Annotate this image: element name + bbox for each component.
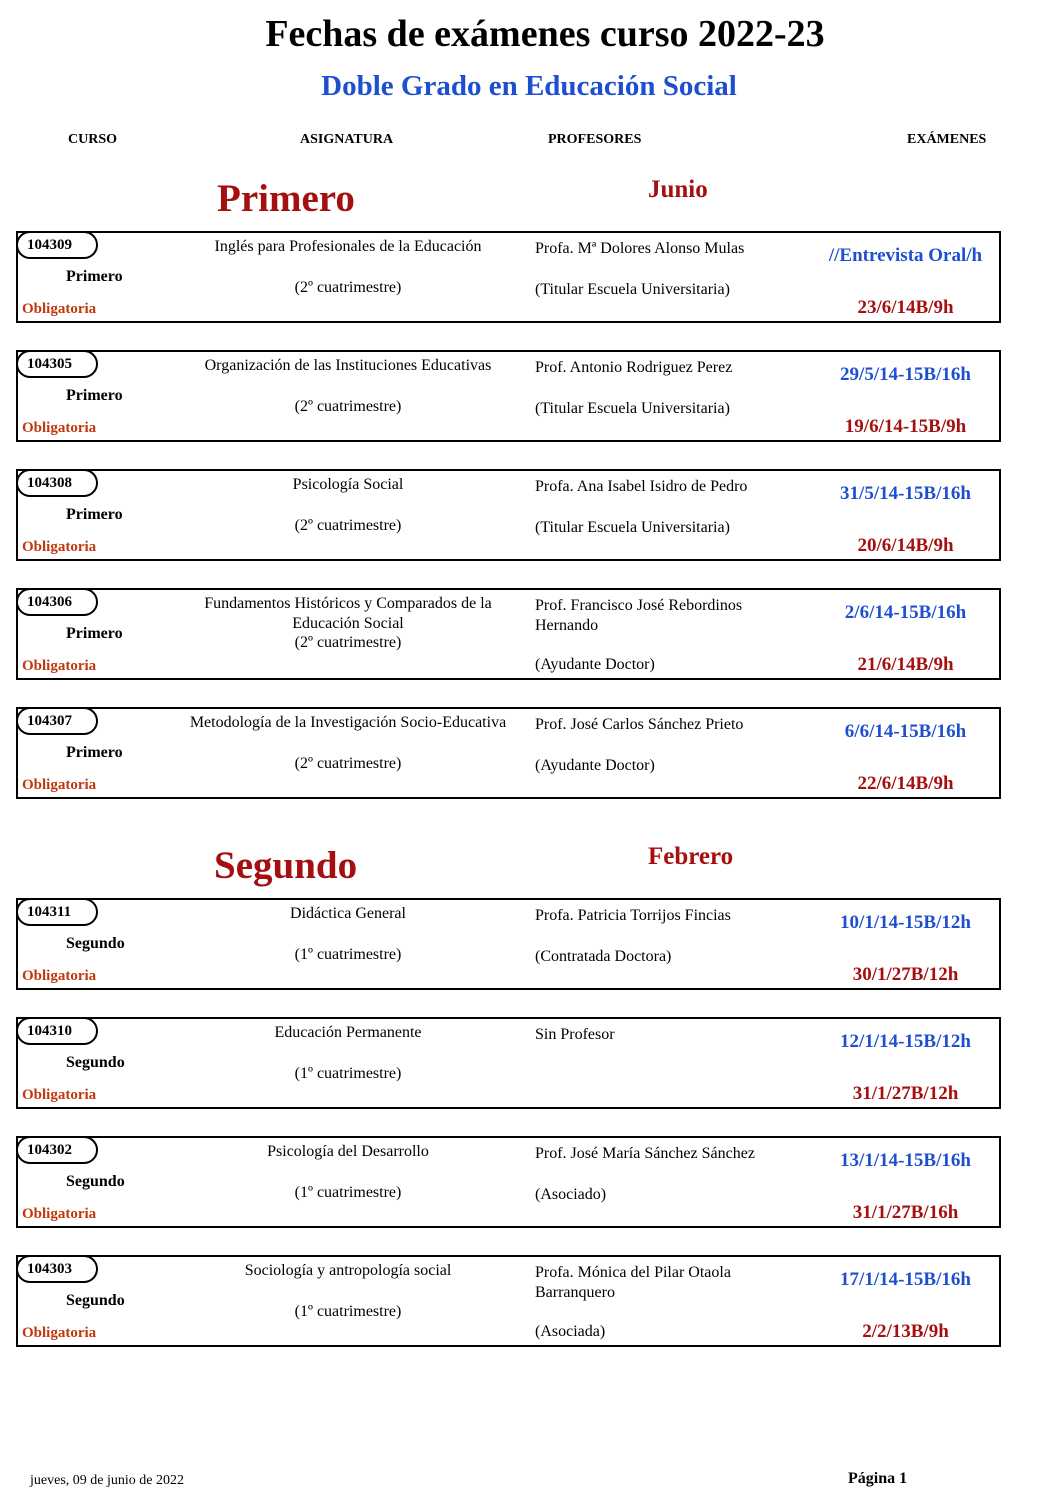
exam-second: 20/6/14B/9h <box>857 535 954 556</box>
exam-second: 30/1/27B/12h <box>852 964 959 985</box>
subject-term: (1º cuatrimestre) <box>294 1303 402 1320</box>
subject-professor: Sin Profesor <box>535 1026 615 1043</box>
subject-code: 104307 <box>16 707 98 735</box>
subject-name: Organización de las Instituciones Educativas <box>204 357 492 374</box>
subject-term: (2º cuatrimestre) <box>294 517 402 534</box>
exam-first: 13/1/14-15B/16h <box>840 1150 971 1171</box>
subject-card <box>16 469 1001 561</box>
exam-first: 17/1/14-15B/16h <box>840 1269 971 1290</box>
exam-first: 31/5/14-15B/16h <box>840 483 971 504</box>
column-header-profesores: PROFESORES <box>548 132 642 147</box>
subject-type: Obligatoria <box>22 658 97 674</box>
subject-term: (2º cuatrimestre) <box>294 634 402 651</box>
subject-professor: Prof. José María Sánchez Sánchez <box>535 1145 755 1162</box>
subject-card <box>16 1017 1001 1109</box>
subject-professor: Profa. Patricia Torrijos Fincias <box>535 907 731 924</box>
subject-professor: Profa. Mª Dolores Alonso Mulas <box>535 240 745 257</box>
subject-course: Primero <box>66 268 123 285</box>
subject-professor: Profa. Ana Isabel Isidro de Pedro <box>535 478 748 495</box>
subject-professor: Prof. Antonio Rodriguez Perez <box>535 359 733 376</box>
subject-code: 104311 <box>16 898 98 926</box>
exam-first: 12/1/14-15B/12h <box>840 1031 971 1052</box>
exam-first: 6/6/14-15B/16h <box>844 721 967 742</box>
subject-card <box>16 1255 1001 1347</box>
subject-professor-rank: (Asociado) <box>535 1186 607 1203</box>
subject-course: Segundo <box>66 1173 125 1190</box>
subject-name: Metodología de la Investigación Socio-Educativa <box>189 714 507 731</box>
subject-type: Obligatoria <box>22 1325 97 1341</box>
exam-second: 19/6/14-15B/9h <box>844 416 967 437</box>
exam-second: 2/2/13B/9h <box>862 1321 949 1342</box>
subject-term: (2º cuatrimestre) <box>294 279 402 296</box>
exam-first: 10/1/14-15B/12h <box>840 912 971 933</box>
subject-professor-rank: (Titular Escuela Universitaria) <box>535 281 730 298</box>
subject-card <box>16 898 1001 990</box>
column-header-asignatura: ASIGNATURA <box>300 132 394 147</box>
subject-term: (2º cuatrimestre) <box>294 755 402 772</box>
subject-code: 104306 <box>16 588 98 616</box>
subject-code: 104303 <box>16 1255 98 1283</box>
column-header-curso: CURSO <box>68 132 118 147</box>
page-title: Fechas de exámenes curso 2022-23 <box>265 13 825 55</box>
page-subtitle: Doble Grado en Educación Social <box>321 70 737 102</box>
subject-name: Psicología Social <box>292 476 404 493</box>
subject-course: Primero <box>66 625 123 642</box>
exam-first: 2/6/14-15B/16h <box>844 602 967 623</box>
subject-name: Psicología del Desarrollo <box>267 1143 429 1160</box>
subject-code: 104302 <box>16 1136 98 1164</box>
subject-code: 104308 <box>16 469 98 497</box>
subject-term: (1º cuatrimestre) <box>294 946 402 963</box>
subject-type: Obligatoria <box>22 777 97 793</box>
subject-card <box>16 231 1001 323</box>
subject-professor-rank: (Titular Escuela Universitaria) <box>535 519 730 536</box>
subject-type: Obligatoria <box>22 968 97 984</box>
subject-course: Primero <box>66 506 123 523</box>
footer-page-number: Página 1 <box>848 1470 908 1487</box>
subject-name: Fundamentos Históricos y Comparados de la Educación Social <box>204 595 492 632</box>
subject-name: Educación Permanente <box>274 1024 422 1041</box>
exam-second: 23/6/14B/9h <box>857 297 954 318</box>
section-year-heading: Segundo <box>214 844 358 887</box>
subject-code: 104310 <box>16 1017 98 1045</box>
subject-course: Segundo <box>66 1054 125 1071</box>
subject-term: (1º cuatrimestre) <box>294 1065 402 1082</box>
subject-professor-rank: (Ayudante Doctor) <box>535 656 655 673</box>
exam-second: 21/6/14B/9h <box>857 654 954 675</box>
exam-first: 29/5/14-15B/16h <box>840 364 971 385</box>
subject-card <box>16 1136 1001 1228</box>
subject-name: Inglés para Profesionales de la Educación <box>214 238 482 255</box>
subject-name: Sociología y antropología social <box>244 1262 452 1279</box>
subject-term: (2º cuatrimestre) <box>294 398 402 415</box>
subject-code: 104305 <box>16 350 98 378</box>
subject-course: Segundo <box>66 935 125 952</box>
subject-card <box>16 350 1001 442</box>
subject-code: 104309 <box>16 231 98 259</box>
subject-card <box>16 707 1001 799</box>
subject-type: Obligatoria <box>22 301 97 317</box>
subject-professor-rank: (Contratada Doctora) <box>535 948 672 965</box>
subject-professor-rank: (Ayudante Doctor) <box>535 757 655 774</box>
subject-name: Didáctica General <box>290 905 406 922</box>
subject-course: Primero <box>66 387 123 404</box>
subject-term: (1º cuatrimestre) <box>294 1184 402 1201</box>
subject-type: Obligatoria <box>22 539 97 555</box>
footer-date: jueves, 09 de junio de 2022 <box>30 1473 184 1488</box>
subject-professor: Prof. José Carlos Sánchez Prieto <box>535 716 744 733</box>
subject-type: Obligatoria <box>22 420 97 436</box>
subject-professor: Profa. Mónica del Pilar Otaola Barranquero <box>535 1264 731 1301</box>
subject-professor-rank: (Titular Escuela Universitaria) <box>535 400 730 417</box>
exam-second: 31/1/27B/16h <box>852 1202 959 1223</box>
column-header-examenes: EXÁMENES <box>907 132 987 147</box>
section-month-heading: Junio <box>648 176 708 203</box>
subject-course: Segundo <box>66 1292 125 1309</box>
section-month-heading: Febrero <box>648 843 734 870</box>
exam-first: //Entrevista Oral/h <box>828 245 983 266</box>
subject-type: Obligatoria <box>22 1087 97 1103</box>
subject-card <box>16 588 1001 680</box>
exam-second: 31/1/27B/12h <box>852 1083 959 1104</box>
subject-professor: Prof. Francisco José Rebordinos Hernando <box>535 597 743 634</box>
section-year-heading: Primero <box>217 177 355 220</box>
subject-type: Obligatoria <box>22 1206 97 1222</box>
subject-course: Primero <box>66 744 123 761</box>
subject-professor-rank: (Asociada) <box>535 1323 606 1340</box>
exam-second: 22/6/14B/9h <box>857 773 954 794</box>
